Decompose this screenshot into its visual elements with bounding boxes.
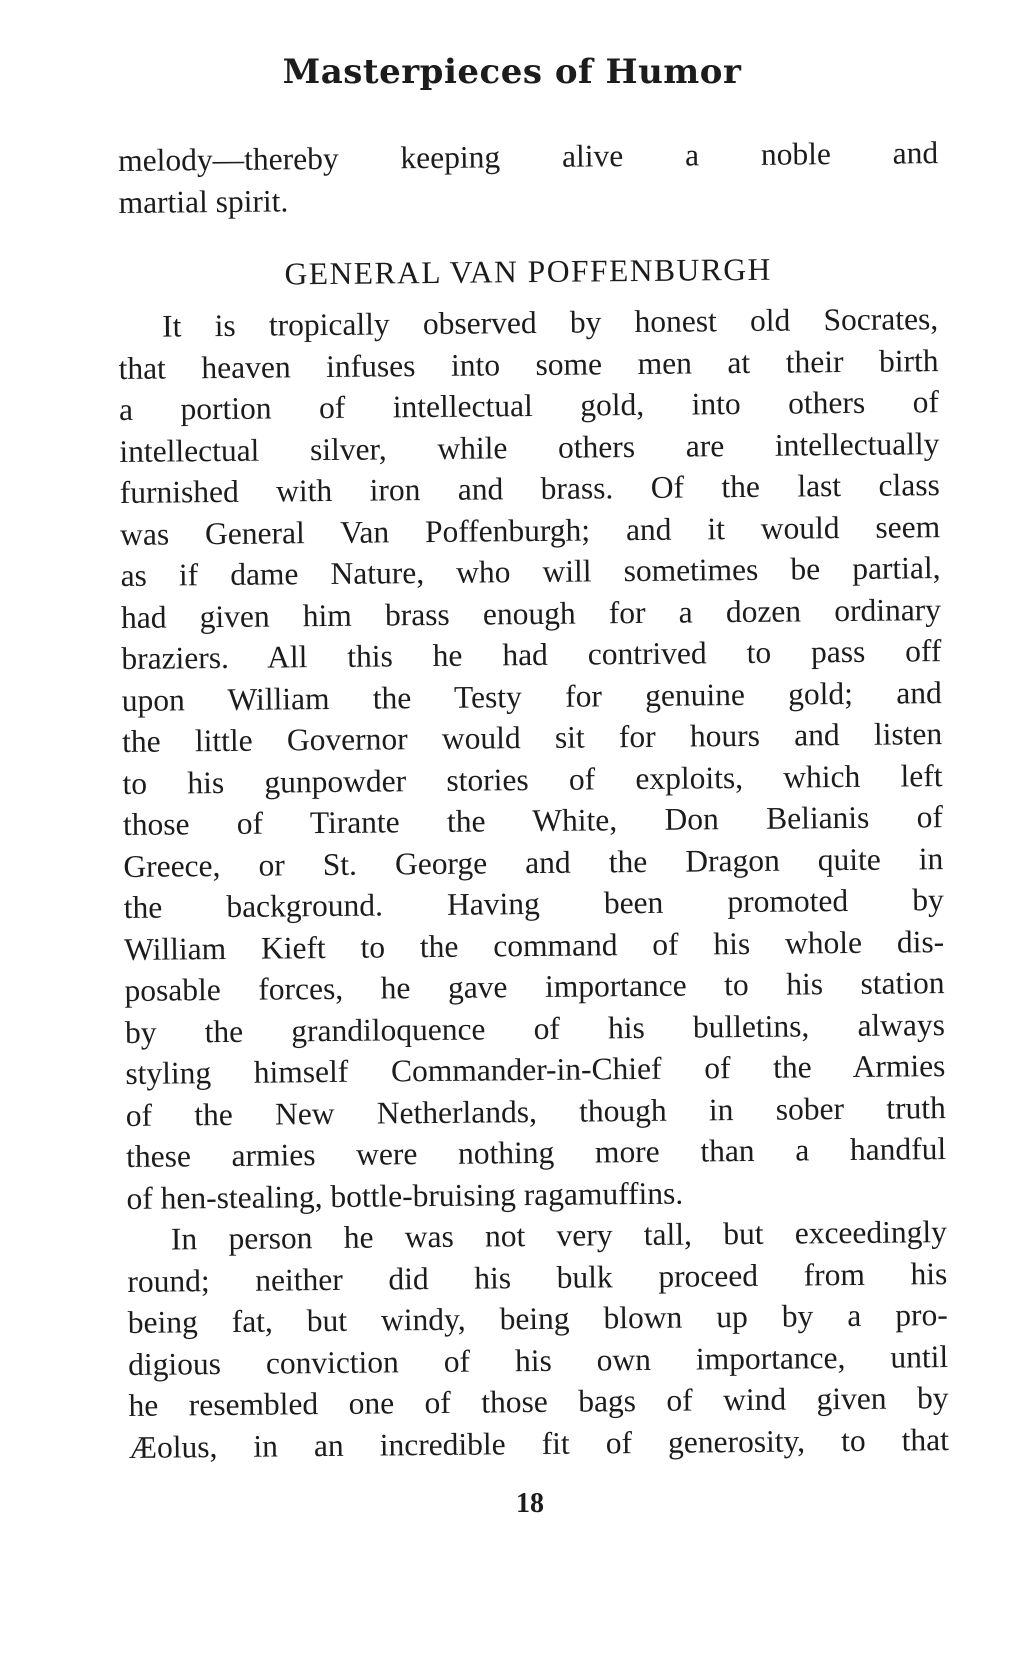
paragraph-1: [118, 298, 947, 1219]
page-number: 18: [516, 1488, 544, 1519]
text-line: he resembled one of those bags of wind given by: [128, 1380, 949, 1423]
text-line: of hen-stealing, bottle-bruising ragamuffins.: [126, 1175, 684, 1216]
text-line: the little Governor would sit for hours and listen: [122, 716, 943, 759]
text-line: It is tropically observed by honest old Socrates,: [162, 301, 939, 344]
text-line: that heaven infuses into some men at their birth: [118, 342, 939, 386]
text-line: being fat, but windy, being blown up by a pro-: [127, 1297, 948, 1340]
text-line: intellectual silver, while others are intellectually: [119, 425, 940, 469]
continuation-paragraph: [118, 132, 939, 223]
text-line: upon William the Testy for genuine gold; and: [121, 674, 942, 718]
section-heading: GENERAL VAN POFFENBURGH: [284, 251, 772, 292]
paragraph-2: [127, 1211, 949, 1468]
text-line: those of Tirante the White, Don Belianis of: [122, 799, 944, 842]
text-line: posable forces, he gave importance to his station: [124, 965, 945, 1008]
text-line: a portion of intellectual gold, into others of: [118, 384, 940, 427]
text-line: had given him brass enough for a dozen ordinary: [120, 591, 942, 635]
running-head-title: Masterpieces of Humor: [282, 52, 742, 92]
text-line: the background. Having been promoted by: [123, 882, 944, 925]
text-line: digious conviction of his own importance, until: [127, 1338, 949, 1382]
text-line: In person he was not very tall, but exceedingly: [170, 1214, 948, 1257]
text-line: William Kieft to the command of his whole dis-: [124, 923, 945, 967]
text-line: Æolus, in an incredible fit of generosity, to that: [128, 1421, 950, 1465]
text-line: was General Van Poffenburgh; and it would seem: [120, 508, 941, 552]
text-line: melody—thereby keeping alive a noble and: [118, 135, 939, 178]
text-line: martial spirit.: [118, 182, 289, 220]
text-line: to his gunpowder stories of exploits, which left: [122, 757, 943, 801]
text-line: Greece, or St. George and the Dragon quite in: [123, 840, 944, 884]
text-line: furnished with iron and brass. Of the last class: [119, 467, 940, 510]
text-line: of the New Netherlands, though in sober truth: [125, 1089, 946, 1133]
text-line: braziers. All this he had contrived to pass off: [121, 633, 942, 676]
text-line: these armies were nothing more than a handful: [125, 1131, 947, 1174]
text-line: round; neither did his bulk proceed from his: [127, 1255, 948, 1299]
text-line: by the grandiloquence of his bulletins, always: [124, 1006, 946, 1050]
text-line: as if dame Nature, who will sometimes be partial,: [120, 550, 941, 593]
text-line: styling himself Commander-in-Chief of the Armies: [125, 1048, 946, 1091]
section-body: [118, 298, 949, 1468]
